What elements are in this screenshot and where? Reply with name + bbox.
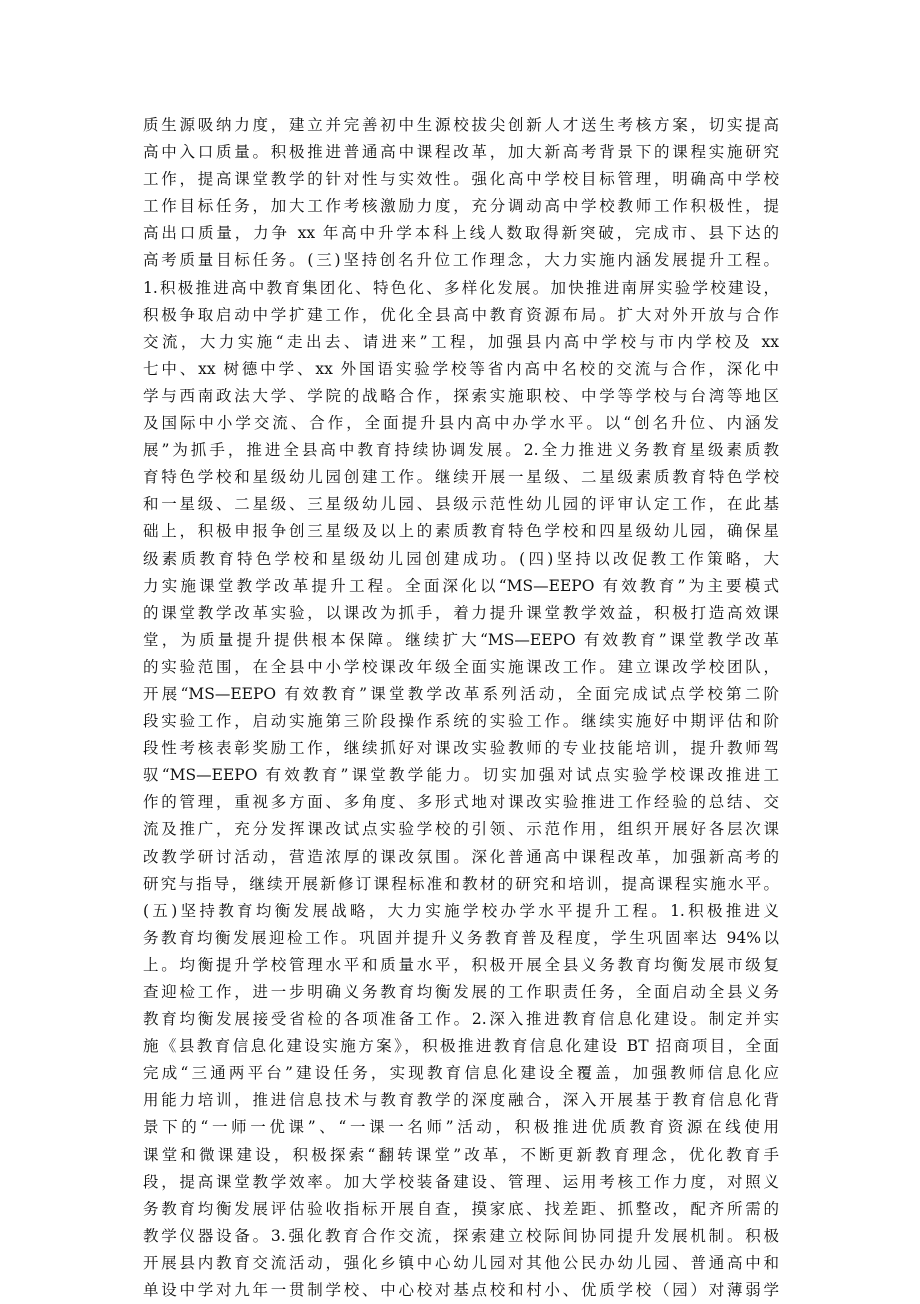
- body-text: [143, 112, 779, 1304]
- text-line: 查迎检工作，进一步明确义务教育均衡发展的工作职责任务，全面启动全县义务: [143, 983, 779, 1001]
- text-line: 高出口质量，力争 xx 年高中升学本科上线人数取得新突破，完成市、县下达的: [143, 224, 779, 243]
- text-line: 务教育均衡发展评估验收指标开展自查，摸家底、找差距、抓整改，配齐所需的: [143, 1199, 779, 1218]
- text-line: 施《县教育信息化建设实施方案》，积极推进教育信息化建设 BT 招商项目，全面: [143, 1037, 779, 1056]
- text-line: 改教学研讨活动，营造浓厚的课改氛围。深化普通高中课程改革，加强新高考的: [143, 847, 779, 866]
- text-line: 段实验工作，启动实施第三阶段操作系统的实验工作。继续实施好中期评估和阶: [143, 712, 779, 731]
- text-line: 上。均衡提升学校管理水平和质量水平，积极开展全县义务教育均衡发展市级复: [143, 955, 779, 974]
- text-line: 教学仪器设备。3.强化教育合作交流，探索建立校际间协同提升发展机制。积极: [143, 1226, 779, 1245]
- text-line: 级素质教育特色学校和星级幼儿园创建成功。(四)坚持以改促教工作策略，大: [143, 549, 779, 568]
- text-line: 景下的“一师一优课”、“一课一名师”活动，积极推进优质教育资源在线使用: [143, 1118, 779, 1137]
- text-line: 育特色学校和星级幼儿园创建工作。继续开展一星级、二星级素质教育特色学校: [143, 468, 779, 487]
- text-line: 力实施课堂教学改革提升工程。全面深化以“MS—EEPO 有效教育”为主要模式: [143, 576, 779, 595]
- text-line: 堂，为质量提升提供根本保障。继续扩大“MS—EEPO 有效教育”课堂教学改革: [143, 630, 779, 649]
- text-line: 流及推广，充分发挥课改试点实验学校的引领、示范作用，组织开展好各层次课: [143, 820, 779, 839]
- text-line: 展”为抓手，推进全县高中教育持续协调发展。2.全力推进义务教育星级素质教: [143, 441, 779, 460]
- text-line: 开展“MS—EEPO 有效教育”课堂教学改革系列活动，全面完成试点学校第二阶: [143, 684, 779, 703]
- text-line: 开展县内教育交流活动，强化乡镇中心幼儿园对其他公民办幼儿园、普通高中和: [143, 1253, 779, 1272]
- text-line: 及国际中小学交流、合作，全面提升县内高中办学水平。以“创名升位、内涵发: [143, 414, 779, 433]
- text-line: 完成“三通两平台”建设任务，实现教育信息化建设全覆盖，加强教师信息化应: [143, 1064, 779, 1083]
- text-line: 课堂和微课建设，积极探索“翻转课堂”改革，不断更新教育理念，优化教育手: [143, 1145, 779, 1164]
- text-line: 积极争取启动中学扩建工作，优化全县高中教育资源布局。扩大对外开放与合作: [143, 305, 779, 324]
- text-line: 用能力培训，推进信息技术与教育教学的深度融合，深入开展基于教育信息化背: [143, 1091, 779, 1110]
- text-line: 研究与指导，继续开展新修订课程标准和教材的研究和培训，提高课程实施水平。: [143, 874, 779, 893]
- text-line: (五)坚持教育均衡发展战略，大力实施学校办学水平提升工程。1.积极推进义: [143, 901, 779, 920]
- text-line: 段，提高课堂教学效率。加大学校装备建设、管理、运用考核工作力度，对照义: [143, 1172, 779, 1191]
- text-line: 作的管理，重视多方面、多角度、多形式地对课改实验推进工作经验的总结、交: [143, 793, 779, 812]
- text-line: 工作，提高课堂教学的针对性与实效性。强化高中学校目标管理，明确高中学校: [143, 170, 779, 189]
- text-line: 交流，大力实施“走出去、请进来”工程，加强县内高中学校与市内学校及 xx: [143, 332, 779, 351]
- text-line: 和一星级、二星级、三星级幼儿园、县级示范性幼儿园的评审认定工作，在此基: [143, 495, 779, 514]
- text-line: 工作目标任务，加大工作考核激励力度，充分调动高中学校教师工作积极性，提: [143, 197, 779, 216]
- text-line: 础上，积极申报争创三星级及以上的素质教育特色学校和四星级幼儿园，确保星: [143, 522, 779, 541]
- text-line: 的课堂教学改革实验，以课改为抓手，着力提升课堂教学效益，积极打造高效课: [143, 603, 779, 622]
- text-line: 驭“MS—EEPO 有效教育”课堂教学能力。切实加强对试点实验学校课改推进工: [143, 766, 779, 785]
- text-line: 段性考核表彰奖励工作，继续抓好对课改实验教师的专业技能培训，提升教师驾: [143, 739, 779, 758]
- text-line: 高考质量目标任务。(三)坚持创名升位工作理念，大力实施内涵发展提升工程。: [143, 251, 779, 270]
- text-line: 质生源吸纳力度，建立并完善初中生源校拔尖创新人才送生考核方案，切实提高: [143, 116, 779, 134]
- text-line: 1.积极推进高中教育集团化、特色化、多样化发展。加快推进南屏实验学校建设，: [143, 278, 779, 297]
- text-line: 单设中学对九年一贯制学校、中心校对基点校和村小、优质学校（园）对薄弱学: [143, 1281, 779, 1300]
- text-line: 学与西南政法大学、学院的战略合作，探索实施职校、中学等学校与台湾等地区: [143, 386, 779, 405]
- text-line: 七中、xx 树德中学、xx 外国语实验学校等省内高中名校的交流与合作，深化中: [143, 359, 779, 378]
- text-line: 的实验范围，在全县中小学校课改年级全面实施课改工作。建立课改学校团队，: [143, 657, 779, 676]
- text-line: 教育均衡发展接受省检的各项准备工作。2.深入推进教育信息化建设。制定并实: [143, 1010, 779, 1029]
- text-line: 务教育均衡发展迎检工作。巩固并提升义务教育普及程度，学生巩固率达 94%以: [143, 928, 779, 947]
- text-line: 高中入口质量。积极推进普通高中课程改革，加大新高考背景下的课程实施研究: [143, 143, 779, 162]
